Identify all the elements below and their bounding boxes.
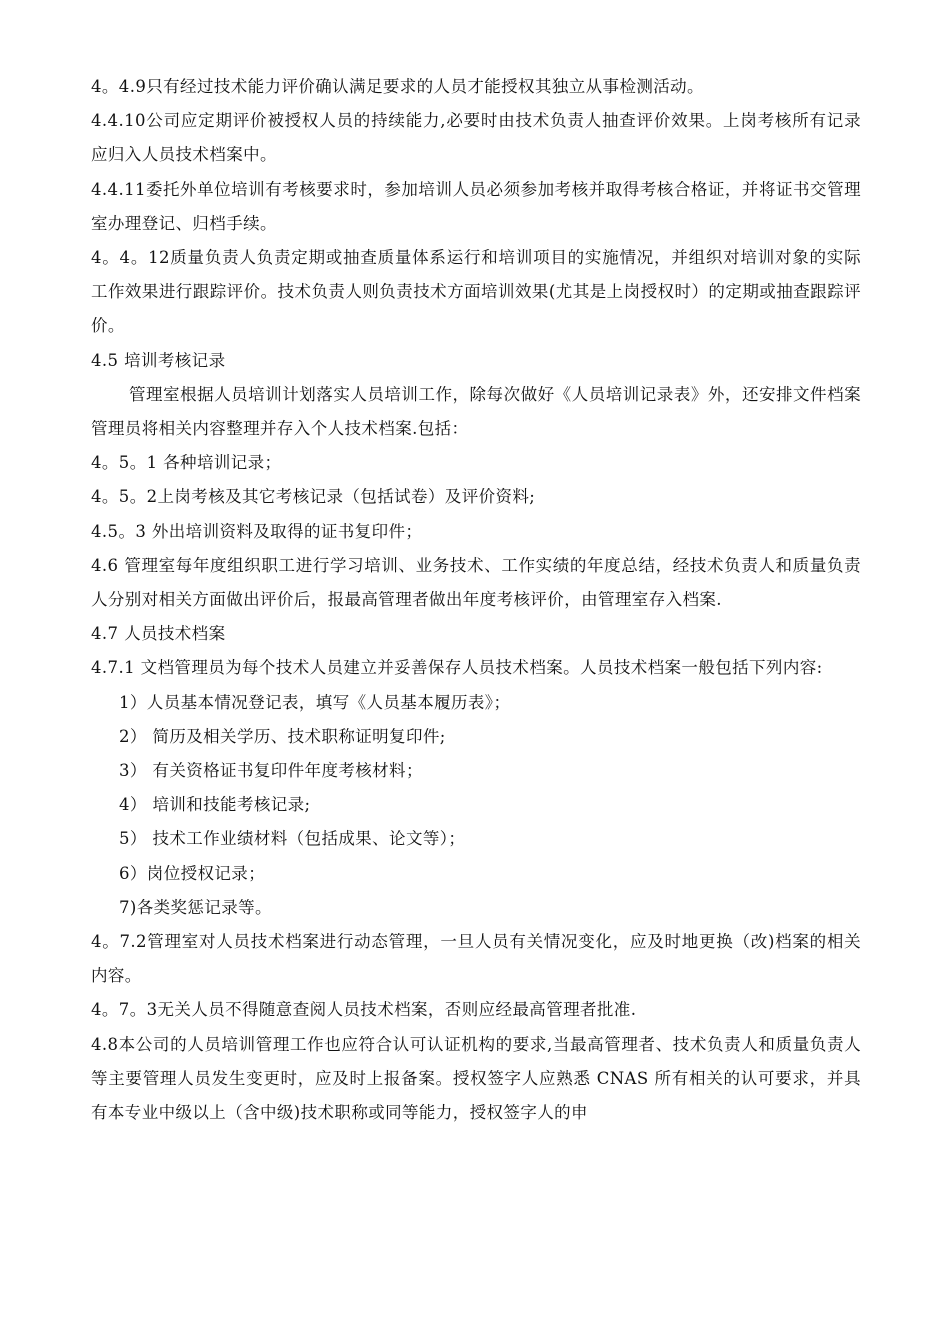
heading-4-5: 4.5 培训考核记录 bbox=[91, 350, 226, 370]
paragraph-4-4-11: 4.4.11委托外单位培训有考核要求时，参加培训人员必须参加考核并取得考核合格证，并将证书交管理室办理登记、归档手续。 bbox=[91, 179, 861, 233]
paragraph-4-4-9: 4。4.9只有经过技术能力评价确认满足要求的人员才能授权其独立从事检测活动。 bbox=[91, 77, 704, 96]
list-item: 4） 培训和技能考核记录; bbox=[119, 795, 311, 815]
document-body bbox=[91, 70, 861, 1130]
list-item: 6）岗位授权记录； bbox=[119, 863, 266, 883]
paragraph-4-5-2: 4。5。2上岗考核及其它考核记录（包括试卷）及评价资料; bbox=[91, 487, 536, 507]
paragraph-4-7-1: 4.7.1 文档管理员为每个技术人员建立并妥善保存人员技术档案。人员技术档案一般包括下列内容: bbox=[91, 658, 823, 678]
paragraph-4-5-1: 4。5。1 各种培训记录； bbox=[91, 453, 282, 473]
paragraph-4-5-intro: 管理室根据人员培训计划落实人员培训工作，除每次做好《人员培训记录表》外，还安排文件档案管理员将相关内容整理并存入个人技术档案.包括： bbox=[91, 384, 861, 439]
list-item: 3） 有关资格证书复印件年度考核材料； bbox=[119, 761, 423, 781]
paragraph-4-8: 4.8本公司的人员培训管理工作也应符合认可认证机构的要求,当最高管理者、技术负责人和质量负责人等主要管理人员发生变更时，应及时上报备案。授权签字人应熟悉 CNAS 所有相关的认可要求，并具有本专业中级以上（含中级)技术职称或同等能力，授权签字人的申 bbox=[91, 1034, 861, 1123]
list-item: 2） 简历及相关学历、技术职称证明复印件; bbox=[119, 726, 446, 746]
paragraph-4-6: 4.6 管理室每年度组织职工进行学习培训、业务技术、工作实绩的年度总结，经技术负责人和质量负责人分别对相关方面做出评价后，报最高管理者做出年度考核评价，由管理室存入档案. bbox=[91, 555, 861, 610]
list-item: 1）人员基本情况登记表，填写《人员基本履历表》； bbox=[119, 692, 511, 712]
heading-4-7: 4.7 人员技术档案 bbox=[91, 624, 226, 644]
paragraph-4-4-12: 4。4。12质量负责人负责定期或抽查质量体系运行和培训项目的实施情况，并组织对培训对象的实际工作效果进行跟踪评价。技术负责人则负责技术方面培训效果(尤其是上岗授权时）的定期或抽查跟踪评价。 bbox=[91, 248, 861, 336]
paragraph-4-7-3: 4。7。3无关人员不得随意查阅人员技术档案，否则应经最高管理者批准. bbox=[91, 1000, 637, 1020]
paragraph-4-5-3: 4.5。3 外出培训资料及取得的证书复印件； bbox=[91, 521, 423, 541]
paragraph-4-7-2: 4。7.2管理室对人员技术档案进行动态管理，一旦人员有关情况变化，应及时地更换（改)档案的相关内容。 bbox=[91, 932, 861, 986]
list-item: 5） 技术工作业绩材料（包括成果、论文等）； bbox=[119, 829, 466, 849]
list-item: 7)各类奖惩记录等。 bbox=[119, 897, 272, 917]
paragraph-4-4-10: 4.4.10公司应定期评价被授权人员的持续能力,必要时由技术负责人抽查评价效果。上岗考核所有记录应归入人员技术档案中。 bbox=[91, 111, 861, 165]
